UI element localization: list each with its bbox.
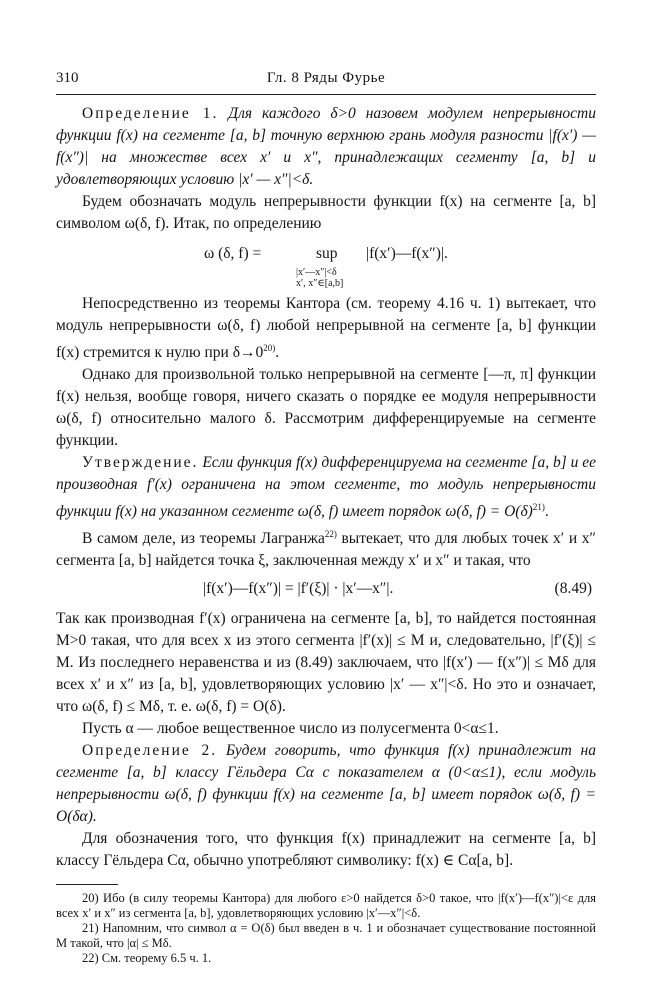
definition-1 — [56, 103, 596, 191]
formula-modulus-sub-2: x′, x″∈[a,b] — [296, 278, 344, 289]
definition-1-label: Определение 1. — [82, 105, 219, 122]
formula-modulus-sup: sup — [316, 245, 338, 262]
paragraph-5-text-b: вытекает, что для любых точек x′ и x″ сегмента [a, b] найдется точка ξ, заключенная между x′ и x″ и такая, что — [56, 530, 596, 570]
paragraph-2: Будем обозначать модуль непрерывности функции f(x) на сегменте [a, b] символом ω(δ, f). Итак, по определению — [56, 193, 596, 232]
definition-2-text: Будем говорить, что функция f(x) принадлежит на сегменте [a, b] классу Гёльдера Cα с показателем α (0<α≤1), если модуль непрерывности ω(δ, f) функции f(x) на сегменте [a, b] имеет порядок ω(δ, f) = O(δα). — [56, 742, 596, 826]
paragraph-5 — [56, 523, 596, 572]
paragraph-7: Пусть α — любое вещественное число из полусегмента 0<α≤1. — [82, 720, 499, 738]
statement-text: Если функция f(x) дифференцируема на сегменте [a, b] и ее производная f′(x) ограничена на этом сегменте, то модуль непрерывности функции f(x) на указанном сегменте ω(δ, f) имеет порядок ω(δ, f) = O(δ) — [56, 454, 597, 521]
formula-lagrange-expr: |f(x′)—f(x″)| = |f′(ξ)| · |x′—x″|. — [203, 580, 394, 598]
header-rule — [56, 94, 596, 95]
definition-1-text: Для каждого δ>0 назовем модулем непрерывности функции f(x) на сегменте [a, b] точную верхнюю грань модуля разности |f(x′) — f(x″)| на множестве всех x′ и x″, принадлежащих сегменту [a, b] и удовлетворяющих условию |x′ — x″|<δ. — [56, 105, 597, 188]
page-number: 310 — [56, 70, 79, 86]
footnote-ref-22[interactable]: 22) — [324, 529, 337, 540]
formula-modulus-rhs: |f(x′)—f(x″)|. — [366, 245, 448, 262]
equation-number: (8.49) — [554, 580, 592, 598]
definition-2-label: Определение 2. — [82, 742, 218, 760]
paragraph-3-text: Непосредственно из теоремы Кантора (см. теорему 4.16 ч. 1) вытекает, что модуль непрерывности ω(δ, f) любой непрерывной на сегменте [a, b] функции f(x) стремится к нулю при δ→0 — [56, 295, 596, 362]
statement: Утверждение. Если функция f(x) дифференцируема на сегменте [a, b] и ее производная f′(x) ограничена на этом сегменте, то модуль непрерывности функции f(x) на указанном сегменте ω(δ, f) имеет порядок ω(δ, $f) = O(\delta)^{21)}$. — [56, 454, 597, 521]
definition-2 — [56, 740, 596, 828]
statement-label: Утверждение. — [82, 454, 199, 472]
footnote-ref-21[interactable]: 21) — [532, 502, 545, 513]
formula-lagrange — [56, 576, 596, 606]
paragraph-6: Так как производная f′(x) ограничена на сегменте [a, b], то найдется постоянная M>0 такая, что для всех x из этого сегмента |f′(x)| ≤ M и, следовательно, |f′(ξ)| ≤ M. Из последнего неравенства и из (8.49) заключаем, что |f(x′) — f(x″)| ≤ Mδ для всех x′ и x″ из [a, b], удовлетворяющих условию |x′ — x″|<δ. Но это и означает, что ω(δ, f) ≤ Mδ, т. е. ω(δ, f) = O(δ). — [56, 610, 596, 716]
footnote-20: 20) Ибо (в силу теоремы Кантора) для любого ε>0 найдется δ>0 такое, что |f(x′)—f(x″)|<ε для всех x′ и x″ из сегмента [a, b], удовлетворяющих условию |x′—x″|<δ. — [56, 891, 596, 921]
paragraph-8: Для обозначения того, что функция f(x) принадлежит на сегменте [a, b] классу Гёльдера Cα, обычно употребляют символику: f(x) ∈ Cα[a, b]. — [56, 830, 596, 870]
formula-modulus-lhs: ω (δ, f) = — [204, 245, 262, 262]
page — [56, 62, 596, 966]
footnote-21: 21) Напомним, что символ α = O(δ) был введен в ч. 1 и обозначает существование постоянной M такой, что |α| ≤ Mδ. — [56, 921, 596, 951]
footnote-rule — [56, 884, 118, 885]
paragraph-3: Непосредственно из теоремы Кантора (см. теорему 4.16 ч. 1) вытекает, что модуль непрерывности ω(δ, f) любой непрерывной на сегменте [a, b] функции f(x) стремится к нулю при $\delta\to 0^{20)}$. — [56, 295, 596, 362]
formula-modulus-sub — [296, 267, 343, 289]
formula-modulus-sub-1: |x′—x″|<δ — [296, 267, 337, 278]
chapter-title: Гл. 8 Ряды Фурье — [266, 70, 386, 86]
formula-modulus — [56, 237, 596, 287]
paragraph-5-text: В самом деле, из теоремы Лагранжа — [82, 530, 325, 548]
footnote-ref-20[interactable]: 20) — [263, 343, 276, 353]
paragraph-4: Однако для произвольной только непрерывной на сегменте [—π, π] функции f(x) нельзя, вообще говоря, ничего сказать о порядке ее модуля непрерывности ω(δ, f) относительно малого δ. Рассмотрим дифференцируемые на сегменте функции. — [56, 366, 596, 450]
page-header — [56, 62, 596, 90]
footnote-22: 22) См. теорему 6.5 ч. 1. — [82, 951, 212, 966]
